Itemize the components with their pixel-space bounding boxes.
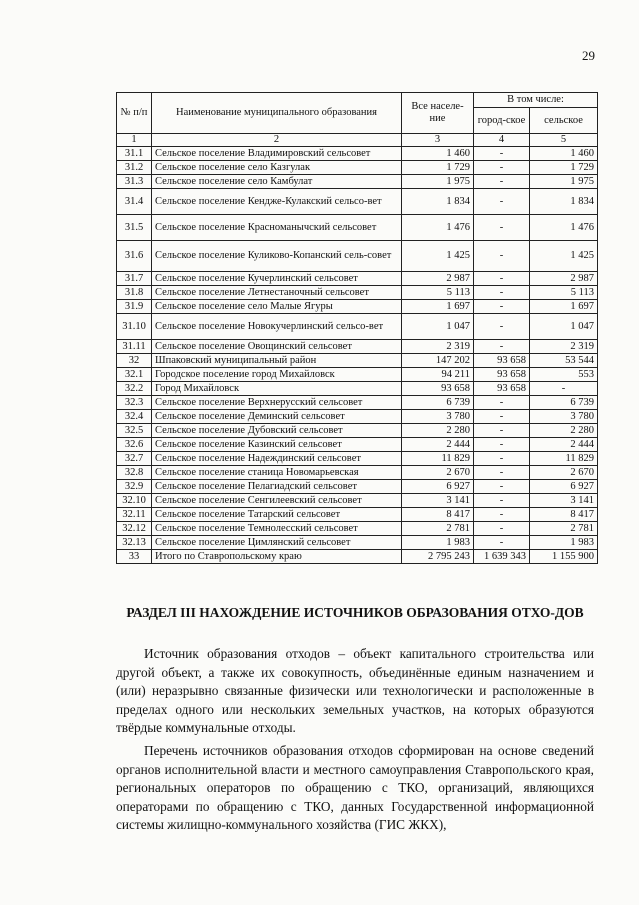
table-row — [117, 314, 598, 340]
header-including: В том числе: — [474, 93, 598, 108]
population-urban: - — [474, 314, 530, 340]
population-rural: 1 425 — [530, 241, 598, 272]
population-total: 93 658 — [402, 382, 474, 396]
table-row — [117, 536, 598, 550]
population-urban: - — [474, 480, 530, 494]
table-row — [117, 466, 598, 480]
table-row — [117, 368, 598, 382]
population-total: 1 729 — [402, 161, 474, 175]
table-row — [117, 410, 598, 424]
row-number: 33 — [117, 550, 152, 564]
row-number: 32.9 — [117, 480, 152, 494]
population-urban: - — [474, 536, 530, 550]
population-total: 2 781 — [402, 522, 474, 536]
population-rural: 1 047 — [530, 314, 598, 340]
municipality-name: Сельское поселение Кучерлинский сельсовет — [152, 272, 402, 286]
population-total: 3 141 — [402, 494, 474, 508]
municipality-name: Сельское поселение Надеждинский сельсовет — [152, 452, 402, 466]
municipality-name: Сельское поселение село Казгулак — [152, 161, 402, 175]
population-rural: 6 927 — [530, 480, 598, 494]
population-total: 2 795 243 — [402, 550, 474, 564]
table-row — [117, 215, 598, 241]
table-row — [117, 161, 598, 175]
paragraph: Перечень источников образования отходов сформирован на основе сведений органов исполнительной власти и местного самоуправления Ставропольского края, региональных операторов по обращению с ТКО, организаций, являющихся операторами по обращению с ТКО, данных Государственной информационной системы жилищно-коммунального хозяйства (ГИС ЖКХ), — [116, 743, 594, 832]
index-cell: 5 — [530, 134, 598, 147]
population-urban: 93 658 — [474, 382, 530, 396]
population-total: 2 670 — [402, 466, 474, 480]
population-rural: 2 319 — [530, 340, 598, 354]
population-total: 1 975 — [402, 175, 474, 189]
row-number: 31.3 — [117, 175, 152, 189]
municipality-name: Сельское поселение Пелагиадский сельсовет — [152, 480, 402, 494]
population-urban: - — [474, 189, 530, 215]
header-num: № п/п — [117, 93, 152, 134]
row-number: 32.13 — [117, 536, 152, 550]
index-cell: 2 — [152, 134, 402, 147]
municipality-name: Сельское поселение Темнолесский сельсовет — [152, 522, 402, 536]
population-urban: - — [474, 508, 530, 522]
population-total: 94 211 — [402, 368, 474, 382]
row-number: 32.7 — [117, 452, 152, 466]
population-rural: 6 739 — [530, 396, 598, 410]
population-total: 6 927 — [402, 480, 474, 494]
table-row — [117, 522, 598, 536]
table-row — [117, 438, 598, 452]
population-table — [116, 92, 598, 564]
population-rural: 11 829 — [530, 452, 598, 466]
population-rural: 1 697 — [530, 300, 598, 314]
population-rural: 2 670 — [530, 466, 598, 480]
population-total: 6 739 — [402, 396, 474, 410]
population-rural: 8 417 — [530, 508, 598, 522]
row-number: 31.11 — [117, 340, 152, 354]
population-rural: 1 729 — [530, 161, 598, 175]
municipality-name: Сельское поселение Татарский сельсовет — [152, 508, 402, 522]
table-row — [117, 175, 598, 189]
population-rural: 2 781 — [530, 522, 598, 536]
row-number: 32 — [117, 354, 152, 368]
population-rural: 53 544 — [530, 354, 598, 368]
population-total: 5 113 — [402, 286, 474, 300]
row-number: 32.6 — [117, 438, 152, 452]
population-urban: - — [474, 438, 530, 452]
header-total: Все населе-ние — [402, 93, 474, 134]
population-total: 1 983 — [402, 536, 474, 550]
index-cell: 4 — [474, 134, 530, 147]
row-number: 32.8 — [117, 466, 152, 480]
municipality-name: Сельское поселение Куликово-Копанский сель-совет — [152, 241, 402, 272]
row-number: 32.4 — [117, 410, 152, 424]
row-number: 31.6 — [117, 241, 152, 272]
table-row — [117, 272, 598, 286]
population-urban: - — [474, 272, 530, 286]
population-urban: - — [474, 410, 530, 424]
column-index-row — [117, 134, 598, 147]
population-urban: 93 658 — [474, 368, 530, 382]
row-number: 32.12 — [117, 522, 152, 536]
population-rural: 3 780 — [530, 410, 598, 424]
header-rural: сельское — [530, 108, 598, 134]
population-rural: 1 155 900 — [530, 550, 598, 564]
population-urban: - — [474, 522, 530, 536]
population-urban: - — [474, 424, 530, 438]
population-total: 11 829 — [402, 452, 474, 466]
population-urban: - — [474, 286, 530, 300]
population-rural: 1 476 — [530, 215, 598, 241]
population-rural: 1 834 — [530, 189, 598, 215]
municipality-name: Сельское поселение село Малые Ягуры — [152, 300, 402, 314]
table-row — [117, 382, 598, 396]
population-rural: 1 983 — [530, 536, 598, 550]
population-total: 1 697 — [402, 300, 474, 314]
municipality-name: Сельское поселение Дубовский сельсовет — [152, 424, 402, 438]
population-urban: - — [474, 175, 530, 189]
population-total: 1 425 — [402, 241, 474, 272]
municipality-name: Сельское поселение Кендже-Кулакский сельсо-вет — [152, 189, 402, 215]
population-urban: - — [474, 241, 530, 272]
municipality-name: Сельское поселение Верхнерусский сельсовет — [152, 396, 402, 410]
population-urban: - — [474, 340, 530, 354]
page-number: 29 — [582, 48, 595, 63]
municipality-name: Сельское поселение село Камбулат — [152, 175, 402, 189]
municipality-name: Сельское поселение Владимировский сельсовет — [152, 147, 402, 161]
table-row — [117, 147, 598, 161]
population-urban: - — [474, 300, 530, 314]
population-rural: 553 — [530, 368, 598, 382]
table-row — [117, 452, 598, 466]
table-row — [117, 286, 598, 300]
population-urban: - — [474, 215, 530, 241]
municipality-name: Сельское поселение Новокучерлинский сельсо-вет — [152, 314, 402, 340]
municipality-name: Сельское поселение Красноманычский сельсовет — [152, 215, 402, 241]
population-urban: 1 639 343 — [474, 550, 530, 564]
municipality-name: Сельское поселение Сенгилеевский сельсовет — [152, 494, 402, 508]
municipality-name: Шпаковский муниципальный район — [152, 354, 402, 368]
row-number: 31.10 — [117, 314, 152, 340]
population-total: 2 987 — [402, 272, 474, 286]
municipality-name: Город Михайловск — [152, 382, 402, 396]
population-rural: 3 141 — [530, 494, 598, 508]
population-rural: 2 444 — [530, 438, 598, 452]
municipality-name: Сельское поселение Овощинский сельсовет — [152, 340, 402, 354]
row-number: 31.1 — [117, 147, 152, 161]
table-row — [117, 424, 598, 438]
population-urban: - — [474, 452, 530, 466]
table-row — [117, 396, 598, 410]
row-number: 32.5 — [117, 424, 152, 438]
table-row — [117, 189, 598, 215]
population-urban: - — [474, 147, 530, 161]
municipality-name: Итого по Ставропольскому краю — [152, 550, 402, 564]
table-body — [117, 134, 598, 564]
municipality-name: Городское поселение город Михайловск — [152, 368, 402, 382]
table-row — [117, 300, 598, 314]
paragraph: Источник образования отходов – объект капитального строительства или другой объект, а также их совокупность, объединённые единым назначением и (или) неразрывно связанные физически или технологически и расположенные в пределах одного или нескольких земельных участков, на которых образуются твёрдые коммунальные отходы. — [116, 646, 594, 735]
row-number: 32.1 — [117, 368, 152, 382]
population-rural: 2 987 — [530, 272, 598, 286]
row-number: 31.2 — [117, 161, 152, 175]
header-name: Наименование муниципального образования — [152, 93, 402, 134]
table-row — [117, 480, 598, 494]
population-urban: - — [474, 396, 530, 410]
row-number: 32.10 — [117, 494, 152, 508]
municipality-name: Сельское поселение Деминский сельсовет — [152, 410, 402, 424]
population-urban: 93 658 — [474, 354, 530, 368]
row-number: 31.5 — [117, 215, 152, 241]
population-total: 8 417 — [402, 508, 474, 522]
table-row — [117, 354, 598, 368]
table-row — [117, 494, 598, 508]
index-cell: 1 — [117, 134, 152, 147]
table-row — [117, 340, 598, 354]
section-title: РАЗДЕЛ III НАХОЖДЕНИЕ ИСТОЧНИКОВ ОБРАЗОВАНИЯ ОТХО-ДОВ — [126, 605, 584, 620]
municipality-name: Сельское поселение станица Новомарьевская — [152, 466, 402, 480]
table-row — [117, 550, 598, 564]
population-urban: - — [474, 161, 530, 175]
row-number: 32.3 — [117, 396, 152, 410]
population-rural: - — [530, 382, 598, 396]
population-rural: 5 113 — [530, 286, 598, 300]
population-rural: 1 460 — [530, 147, 598, 161]
municipality-name: Сельское поселение Летнестаночный сельсовет — [152, 286, 402, 300]
row-number: 31.8 — [117, 286, 152, 300]
population-total: 1 834 — [402, 189, 474, 215]
population-total: 147 202 — [402, 354, 474, 368]
population-total: 2 319 — [402, 340, 474, 354]
population-urban: - — [474, 494, 530, 508]
population-total: 3 780 — [402, 410, 474, 424]
table-row — [117, 241, 598, 272]
municipality-name: Сельское поселение Цимлянский сельсовет — [152, 536, 402, 550]
population-total: 1 047 — [402, 314, 474, 340]
row-number: 31.4 — [117, 189, 152, 215]
row-number: 32.2 — [117, 382, 152, 396]
row-number: 32.11 — [117, 508, 152, 522]
population-urban: - — [474, 466, 530, 480]
index-cell: 3 — [402, 134, 474, 147]
population-total: 1 476 — [402, 215, 474, 241]
population-rural: 1 975 — [530, 175, 598, 189]
population-total: 2 444 — [402, 438, 474, 452]
population-rural: 2 280 — [530, 424, 598, 438]
row-number: 31.7 — [117, 272, 152, 286]
population-total: 1 460 — [402, 147, 474, 161]
table-row — [117, 508, 598, 522]
population-total: 2 280 — [402, 424, 474, 438]
header-urban: город-ское — [474, 108, 530, 134]
row-number: 31.9 — [117, 300, 152, 314]
municipality-name: Сельское поселение Казинский сельсовет — [152, 438, 402, 452]
